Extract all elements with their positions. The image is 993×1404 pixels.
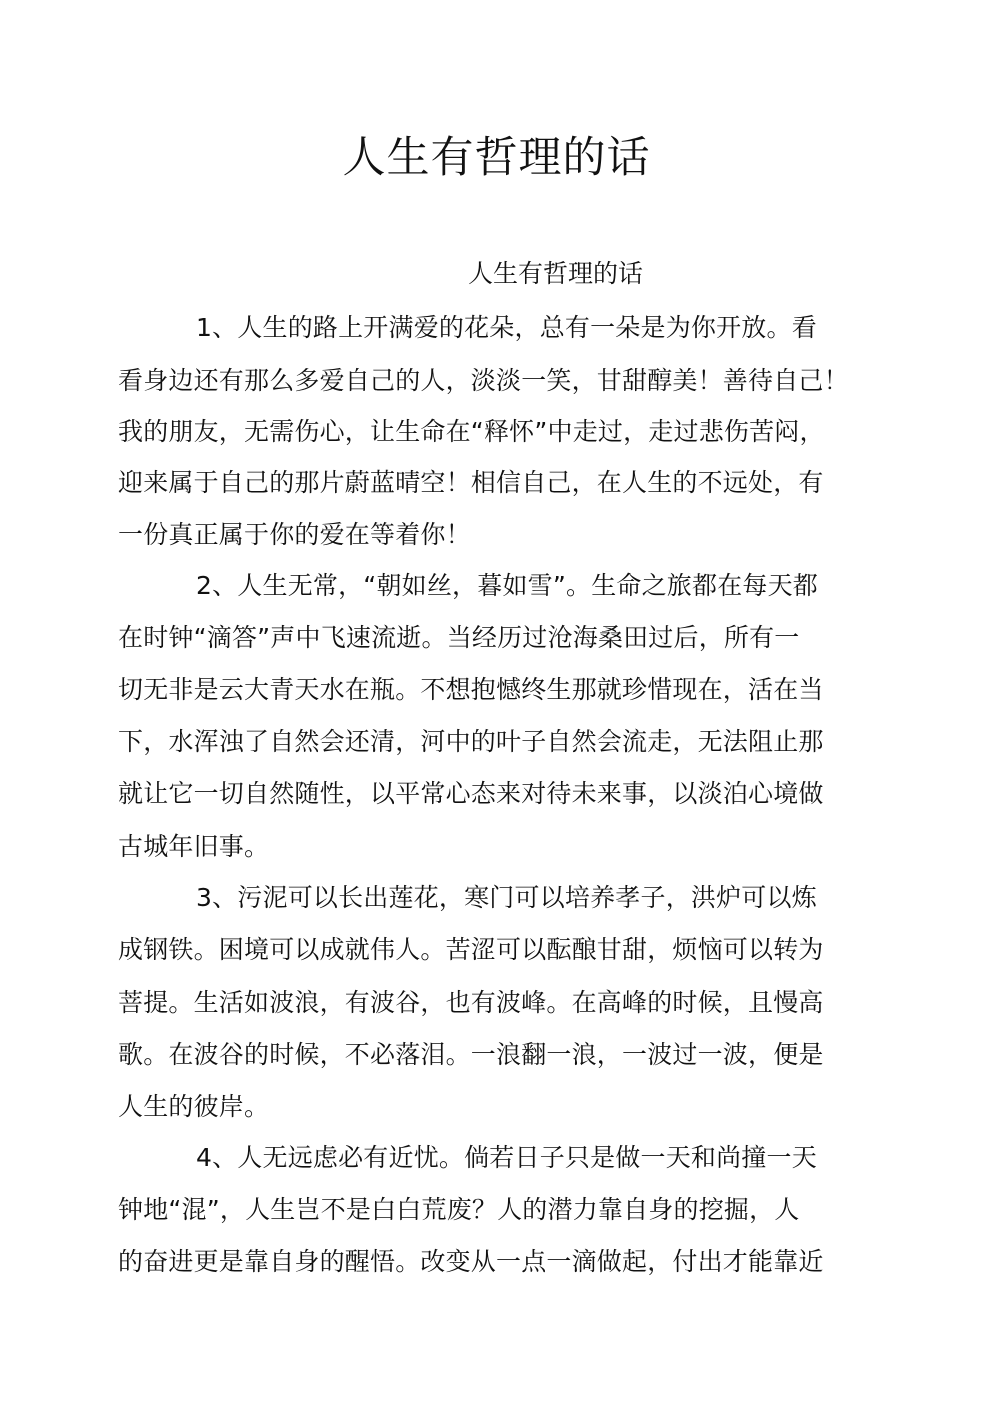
text-line: 3、污泥可以长出莲花，寒门可以培养孝子，洪炉可以炼 (196, 883, 817, 912)
text-line: 菩提。生活如波浪，有波谷，也有波峰。在高峰的时候，且慢高 (118, 988, 824, 1017)
text-line: 我的朋友，无需伤心，让生命在“释怀”中走过，走过悲伤苦闷， (118, 417, 825, 446)
page-title: 人生有哲理的话 (342, 133, 651, 183)
text-line: 4、人无远虑必有近忧。倘若日子只是做一天和尚撞一天 (196, 1143, 817, 1172)
text-line: 成钢铁。困境可以成就伟人。苦涩可以酝酿甘甜，烦恼可以转为 (118, 935, 824, 964)
text-line: 一份真正属于你的爱在等着你！ (118, 520, 471, 549)
text-line: 迎来属于自己的那片蔚蓝晴空！相信自己，在人生的不远处，有 (118, 468, 824, 497)
text-line: 歌。在波谷的时候，不必落泪。一浪翻一浪，一波过一波，便是 (118, 1040, 824, 1069)
text-line: 2、人生无常，“朝如丝，暮如雪”。生命之旅都在每天都 (196, 571, 819, 600)
section-title: 人生有哲理的话 (467, 259, 643, 288)
text-line: 在时钟“滴答”声中飞速流逝。当经历过沧海桑田过后，所有一 (118, 623, 800, 652)
text-line: 下，水浑浊了自然会还清，河中的叶子自然会流走，无法阻止那 (118, 727, 824, 756)
text-line: 的奋进更是靠自身的醒悟。改变从一点一滴做起，付出才能靠近 (118, 1247, 824, 1276)
text-line: 切无非是云大青天水在瓶。不想抱憾终生那就珍惜现在，活在当 (118, 675, 824, 704)
text-line: 看身边还有那么多爱自己的人，淡淡一笑，甘甜醇美！善待自己！ (118, 366, 849, 395)
text-line: 钟地“混”，人生岂不是白白荒废？人的潜力靠自身的挖掘，人 (118, 1195, 800, 1224)
text-line: 1、人生的路上开满爱的花朵，总有一朵是为你开放。看 (196, 313, 817, 342)
text-line: 人生的彼岸。 (118, 1092, 270, 1121)
text-line: 就让它一切自然随性，以平常心态来对待未来事，以淡泊心境做 (118, 779, 824, 808)
text-line: 古城年旧事。 (118, 832, 270, 861)
